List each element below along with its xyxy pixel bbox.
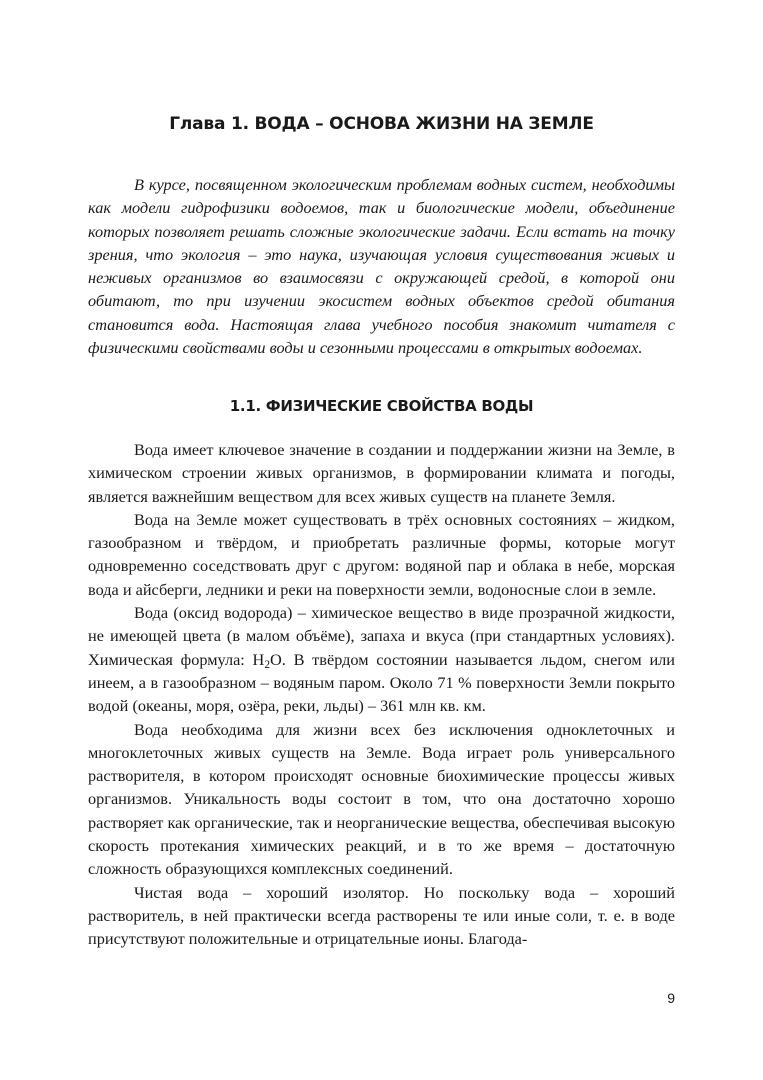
chapter-title: Глава 1. ВОДА – ОСНОВА ЖИЗНИ НА ЗЕМЛЕ	[169, 114, 594, 134]
page-number: 9	[667, 990, 675, 1006]
paragraph-4: Вода необходима для жизни всех без исключения одноклеточных и многоклеточных живых существ на Земле. Вода играет роль универсального растворителя, в котором происходят основные биохимические процессы живых организмов. Уникальность воды состоит в том, что она достаточно хорошо растворяет как органические, так и неорганические вещества, обеспечивая высокую скорость протекания химических реакций, и в то же время – достаточную сложность образующихся комплексных соединений.	[88, 719, 675, 879]
formula-subscript: 2	[264, 658, 271, 671]
paragraph-2: Вода на Земле может существовать в трёх основных состояниях – жидком, газообразном и твёрдом, и приобретать различные формы, которые могут одновременно соседствовать друг с другом: водяной пар и облака в небе, морская вода и айсберги, ледники и реки на поверхности земли, водоносные слои в земле.	[88, 509, 675, 599]
paragraph-3-part-2: O. В твёрдом состоянии называется льдом, снегом или инеем, а в газообразном – водяным паром. Около 71 % поверхности Земли покрыто водой (океаны, моря, озёра, реки, льды) – 361 млн кв. км.	[88, 649, 675, 716]
paragraph-5: Чистая вода – хороший изолятор. Но поскольку вода – хороший растворитель, в ней практически всегда растворены те или иные соли, т. е. в воде присутствуют положительные и отрицательные ионы. Благода-	[88, 882, 675, 949]
paragraph-1: Вода имеет ключевое значение в создании и поддержании жизни на Земле, в химическом строении живых организмов, в формировании климата и погоды, является важнейшим веществом для всех живых существ на планете Земля.	[88, 440, 675, 506]
paragraph-3	[88, 601, 675, 717]
chapter-abstract: В курсе, посвященном экологическим проблемам водных систем, необходимы как модели гидрофизики водоемов, так и биологические модели, объединение которых позволяет решать сложные экологические задачи. Если встать на точку зрения, что экология – это наука, изучающая условия существования живых и неживых организмов во взаимосвязи с окружающей средой, в которой они обитают, то при изучении экосистем водных объектов средой обитания становится вода. Настоящая глава учебного пособия знакомит читателя с физическими свойствами воды и сезонными процессами в открытых водоемах.	[88, 175, 675, 358]
section-body	[88, 438, 675, 951]
section-title: 1.1. ФИЗИЧЕСКИЕ СВОЙСТВА ВОДЫ	[229, 397, 534, 415]
paragraph-3-part-1: Вода (оксид водорода) – химическое вещество в виде прозрачной жидкости, не имеющей цвета (в малом объёме), запаха и вкуса (при стандартных условиях). Химическая формула: H	[88, 603, 675, 669]
